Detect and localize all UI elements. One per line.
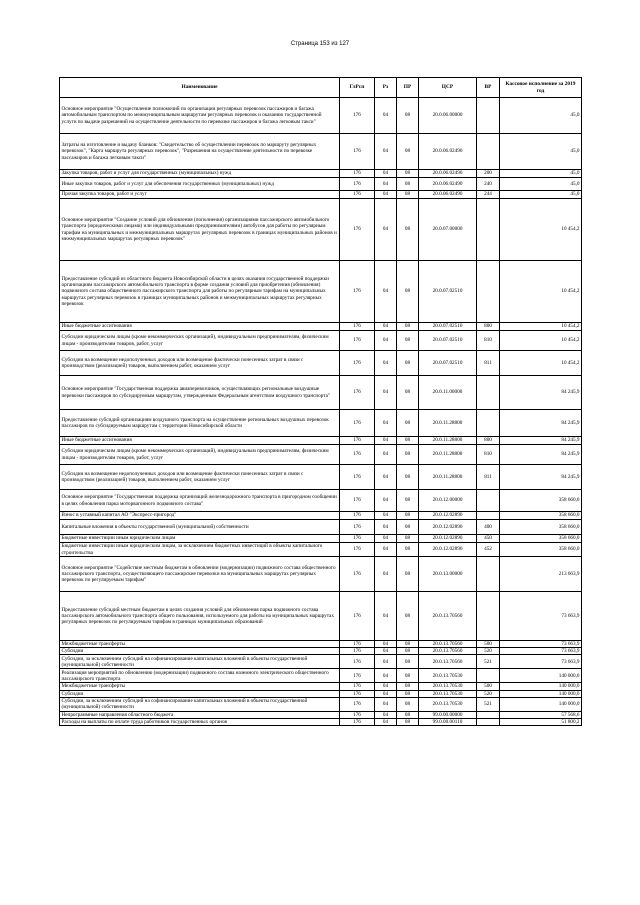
cell-grp: 176	[340, 331, 375, 351]
header-pr: ПР	[397, 78, 419, 98]
cell-csr: 20.0.06.02490	[419, 178, 477, 191]
cell-execution: 84 245,9	[500, 376, 582, 410]
cell-grp: 176	[340, 490, 375, 512]
header-grp: ГлРсп	[340, 78, 375, 98]
table-row	[60, 376, 582, 410]
cell-csr: 20.0.07.02510	[419, 323, 477, 331]
cell-pr: 08	[397, 520, 419, 535]
cell-grp: 176	[340, 323, 375, 331]
cell-rz: 04	[375, 520, 397, 535]
cell-pr: 08	[397, 683, 419, 690]
cell-pr: 08	[397, 592, 419, 641]
cell-pr: 08	[397, 261, 419, 323]
cell-csr: 20.0.07.02510	[419, 261, 477, 323]
cell-execution: 213 663,9	[500, 557, 582, 592]
table-row	[60, 331, 582, 351]
cell-name: Иные бюджетные ассигнования	[60, 437, 340, 445]
table-row	[60, 648, 582, 655]
table-row	[60, 592, 582, 641]
cell-grp: 176	[340, 520, 375, 535]
cell-pr: 08	[397, 697, 419, 711]
cell-execution: 84 245,9	[500, 465, 582, 490]
cell-vr: 500	[477, 683, 500, 690]
cell-vr: 520	[477, 690, 500, 697]
cell-execution: 45,0	[500, 170, 582, 178]
cell-execution: 73 663,9	[500, 592, 582, 641]
table-row	[60, 465, 582, 490]
cell-csr: 20.0.07.02510	[419, 331, 477, 351]
cell-name: Субсидии	[60, 690, 340, 697]
cell-name: Основное мероприятие "Осуществление полномочий по организации регулярных перевозок пассажиров и багажа автомобильным транспортом по межмуниципальным маршрутам регулярных перевозок и оказанию государственной услуги по выдаче разрешений на осуществление деятельности по перевозке пассажиров и багажа легковым такси"	[60, 98, 340, 134]
cell-csr: 99.0.00.00110	[419, 719, 477, 726]
cell-csr: 20.0.13.00000	[419, 557, 477, 592]
cell-name: Субсидии	[60, 648, 340, 655]
cell-execution: 140 000,0	[500, 669, 582, 683]
cell-execution: 73 663,9	[500, 648, 582, 655]
cell-name: Расходы на выплаты по оплате труда работников государственных органов	[60, 719, 340, 726]
cell-csr: 20.0.06.02490	[419, 191, 477, 199]
cell-csr: 20.0.11.28800	[419, 410, 477, 437]
cell-csr: 20.0.06.02490	[419, 134, 477, 170]
cell-rz: 04	[375, 535, 397, 543]
cell-pr: 08	[397, 490, 419, 512]
cell-name: Основное мероприятие "Создание условий для обновления (пополнения) организациями пассажирского автомобильного транспорта (юридическими лицами) или индивидуальными предпринимателями) автобусов для работы по регулярным тарифам на муниципальных и межмуниципальных маршрутах регулярных перевозок в границах муниципальных районов и межмуниципальных маршрутах регулярных перевозок"	[60, 199, 340, 261]
cell-pr: 08	[397, 641, 419, 648]
cell-name: Субсидии юридическим лицам (кроме некоммерческих организаций), индивидуальным предпринимателям, физическим лицам - производителям товаров, работ, услуг	[60, 445, 340, 465]
cell-csr: 20.0.13.70560	[419, 648, 477, 655]
cell-pr: 08	[397, 655, 419, 669]
table-row	[60, 535, 582, 543]
header-vr: ВР	[477, 78, 500, 98]
cell-csr: 20.0.11.28800	[419, 437, 477, 445]
table-row	[60, 199, 582, 261]
cell-pr: 08	[397, 178, 419, 191]
table-row	[60, 512, 582, 520]
cell-vr	[477, 98, 500, 134]
cell-rz: 04	[375, 98, 397, 134]
cell-name: Иные закупки товаров, работ и услуг для обеспечения государственных (муниципальных) нужд	[60, 178, 340, 191]
cell-execution: 358 660,0	[500, 490, 582, 512]
cell-vr	[477, 719, 500, 726]
cell-execution: 84 245,9	[500, 410, 582, 437]
cell-vr: 810	[477, 331, 500, 351]
table-row	[60, 697, 582, 711]
header-execution: Кассовое исполнение за 2019 год	[500, 78, 582, 98]
cell-rz: 04	[375, 445, 397, 465]
cell-rz: 04	[375, 134, 397, 170]
cell-vr: 240	[477, 178, 500, 191]
cell-rz: 04	[375, 711, 397, 718]
cell-execution: 10 454,2	[500, 323, 582, 331]
cell-csr: 20.0.13.70560	[419, 655, 477, 669]
cell-rz: 04	[375, 669, 397, 683]
cell-pr: 08	[397, 376, 419, 410]
cell-name: Бюджетные инвестиции иным юридическим лицам	[60, 535, 340, 543]
table-body	[60, 98, 582, 726]
table-row	[60, 178, 582, 191]
cell-rz: 04	[375, 690, 397, 697]
cell-vr	[477, 261, 500, 323]
cell-name: Основное мероприятие "Содействие местным бюджетам в обновлении (модернизации) подвижного состава общественного пассажирского транспорта, осуществляющего пассажирские перевозки на муниципальных маршрутах регулярных перевозок по регулируемым тарифам"	[60, 557, 340, 592]
cell-csr: 20.0.13.70530	[419, 697, 477, 711]
cell-name: Закупка товаров, работ и услуг для государственных (муниципальных) нужд	[60, 170, 340, 178]
cell-rz: 04	[375, 170, 397, 178]
cell-vr: 500	[477, 641, 500, 648]
cell-grp: 176	[340, 178, 375, 191]
cell-name: Предоставление субсидий организациям воздушного транспорта на осуществление региональных воздушных перевозок пассажиров по субсидируемым маршрутам с территории Новосибирской области	[60, 410, 340, 437]
table-row	[60, 655, 582, 669]
cell-execution: 73 663,9	[500, 655, 582, 669]
cell-name: Межбюджетные трансферты	[60, 641, 340, 648]
table-row	[60, 98, 582, 134]
cell-grp: 176	[340, 410, 375, 437]
cell-rz: 04	[375, 655, 397, 669]
cell-grp: 176	[340, 592, 375, 641]
cell-csr: 20.0.13.70530	[419, 683, 477, 690]
cell-grp: 176	[340, 199, 375, 261]
cell-vr	[477, 669, 500, 683]
cell-pr: 08	[397, 648, 419, 655]
cell-pr: 08	[397, 465, 419, 490]
cell-name: Основное мероприятие "Государственная поддержка авиаперевозчиков, осуществляющих региональные воздушные перевозки пассажиров по субсидируемым маршрутам, утвержденным Федеральным агентством воздушного транспорта"	[60, 376, 340, 410]
cell-execution: 73 663,9	[500, 641, 582, 648]
cell-execution: 140 000,0	[500, 697, 582, 711]
cell-csr: 20.0.12.02890	[419, 543, 477, 557]
cell-vr: 450	[477, 535, 500, 543]
cell-name: Субсидии на возмещение недополученных доходов или возмещение фактически понесенных затрат в связи с производством (реализацией) товаров, выполнением работ, оказанием услуг	[60, 351, 340, 376]
table-row	[60, 683, 582, 690]
cell-csr: 20.0.13.70560	[419, 641, 477, 648]
cell-name: Капитальные вложения в объекты государственной (муниципальной) собственности	[60, 520, 340, 535]
cell-execution: 10 454,2	[500, 331, 582, 351]
cell-vr	[477, 711, 500, 718]
cell-name: Предоставление субсидий из областного бюджета Новосибирской области в целях оказания государственной поддержки организациям пассажирского автомобильного транспорта в форме создания условий для приобретения (обновления) подвижного состава общественного пассажирского транспорта для работы по регулярным тарифам на муниципальных маршрутах регулярных перевозок в границах муниципальных районов и межмуниципальных маршрутах регулярных перевозок	[60, 261, 340, 323]
table-row	[60, 261, 582, 323]
cell-grp: 176	[340, 170, 375, 178]
table-row	[60, 557, 582, 592]
cell-grp: 176	[340, 719, 375, 726]
cell-vr	[477, 134, 500, 170]
cell-grp: 176	[340, 711, 375, 718]
cell-execution: 45,0	[500, 134, 582, 170]
cell-rz: 04	[375, 437, 397, 445]
cell-name: Основное мероприятие "Государственная поддержка организаций железнодорожного транспорта в пригородном сообщении в целях обновления парка моторвагонного подвижного состава"	[60, 490, 340, 512]
table-row	[60, 543, 582, 557]
cell-vr	[477, 512, 500, 520]
cell-name: Субсидии юридическим лицам (кроме некоммерческих организаций), индивидуальным предпринимателям, физическим лицам - производителям товаров, работ, услуг	[60, 331, 340, 351]
cell-pr: 08	[397, 191, 419, 199]
cell-rz: 04	[375, 648, 397, 655]
cell-pr: 08	[397, 170, 419, 178]
cell-grp: 176	[340, 655, 375, 669]
table-row	[60, 351, 582, 376]
cell-grp: 176	[340, 261, 375, 323]
cell-name: Предоставление субсидий местным бюджетам в целях создания условий для обновления парка подвижного состава пассажирского автомобильного транспорта общего пользования, используемого для работы на муниципальных маршрутах регулярных перевозок по регулируемым тарифам в границах муниципальных образований	[60, 592, 340, 641]
cell-pr: 08	[397, 669, 419, 683]
cell-pr: 08	[397, 535, 419, 543]
cell-grp: 176	[340, 465, 375, 490]
cell-vr	[477, 557, 500, 592]
budget-execution-table	[59, 77, 582, 726]
table-row	[60, 191, 582, 199]
cell-vr: 200	[477, 170, 500, 178]
cell-rz: 04	[375, 178, 397, 191]
cell-csr: 20.0.13.70560	[419, 592, 477, 641]
cell-csr: 99.0.00.00000	[419, 711, 477, 718]
cell-vr: 520	[477, 648, 500, 655]
cell-csr: 20.0.12.02890	[419, 520, 477, 535]
cell-pr: 08	[397, 199, 419, 261]
cell-vr	[477, 199, 500, 261]
cell-name: Реализация мероприятий по обновлению (модернизации) подвижного состава наземного электрического общественного пассажирского транспорта	[60, 669, 340, 683]
cell-grp: 176	[340, 437, 375, 445]
cell-rz: 04	[375, 410, 397, 437]
cell-pr: 08	[397, 719, 419, 726]
cell-grp: 176	[340, 376, 375, 410]
cell-vr	[477, 410, 500, 437]
cell-pr: 08	[397, 437, 419, 445]
table-row	[60, 445, 582, 465]
cell-rz: 04	[375, 592, 397, 641]
cell-vr: 452	[477, 543, 500, 557]
cell-name: Взнос в уставный капитал АО "Экспресс-пригород"	[60, 512, 340, 520]
cell-csr: 20.0.12.00000	[419, 490, 477, 512]
cell-csr: 20.0.07.02510	[419, 351, 477, 376]
cell-pr: 08	[397, 711, 419, 718]
cell-rz: 04	[375, 543, 397, 557]
cell-execution: 45,0	[500, 178, 582, 191]
cell-execution: 45,0	[500, 98, 582, 134]
cell-rz: 04	[375, 490, 397, 512]
cell-execution: 10 454,2	[500, 261, 582, 323]
cell-vr: 811	[477, 351, 500, 376]
cell-rz: 04	[375, 697, 397, 711]
cell-grp: 176	[340, 697, 375, 711]
cell-pr: 08	[397, 410, 419, 437]
table-row	[60, 641, 582, 648]
cell-grp: 176	[340, 512, 375, 520]
cell-grp: 176	[340, 641, 375, 648]
cell-pr: 08	[397, 690, 419, 697]
cell-execution: 358 660,0	[500, 543, 582, 557]
cell-vr: 800	[477, 323, 500, 331]
table-row	[60, 134, 582, 170]
cell-execution: 84 245,9	[500, 437, 582, 445]
cell-csr: 20.0.12.02890	[419, 535, 477, 543]
cell-execution: 57 568,6	[500, 711, 582, 718]
cell-vr: 811	[477, 465, 500, 490]
table-row	[60, 520, 582, 535]
cell-rz: 04	[375, 719, 397, 726]
cell-rz: 04	[375, 191, 397, 199]
cell-rz: 04	[375, 323, 397, 331]
cell-rz: 04	[375, 376, 397, 410]
cell-grp: 176	[340, 191, 375, 199]
cell-name: Бюджетные инвестиции иным юридическим лицам, за исключением бюджетных инвестиций в объекты капитального строительства	[60, 543, 340, 557]
cell-execution: 358 660,0	[500, 520, 582, 535]
cell-execution: 358 660,0	[500, 535, 582, 543]
cell-grp: 176	[340, 535, 375, 543]
cell-grp: 176	[340, 557, 375, 592]
cell-grp: 176	[340, 648, 375, 655]
cell-csr: 20.0.06.00000	[419, 98, 477, 134]
header-name: Наименование	[60, 78, 340, 98]
cell-vr: 521	[477, 655, 500, 669]
cell-name: Иные бюджетные ассигнования	[60, 323, 340, 331]
cell-grp: 176	[340, 683, 375, 690]
cell-vr: 244	[477, 191, 500, 199]
table-row	[60, 170, 582, 178]
cell-vr: 810	[477, 445, 500, 465]
cell-grp: 176	[340, 690, 375, 697]
cell-execution: 140 000,0	[500, 690, 582, 697]
cell-name: Межбюджетные трансферты	[60, 683, 340, 690]
cell-pr: 08	[397, 134, 419, 170]
cell-vr	[477, 490, 500, 512]
cell-csr: 20.0.13.70530	[419, 690, 477, 697]
cell-rz: 04	[375, 683, 397, 690]
cell-vr	[477, 592, 500, 641]
cell-execution: 84 245,9	[500, 445, 582, 465]
cell-grp: 176	[340, 669, 375, 683]
cell-grp: 176	[340, 445, 375, 465]
cell-name: Непрограммные направления областного бюджета	[60, 711, 340, 718]
cell-grp: 176	[340, 543, 375, 557]
cell-rz: 04	[375, 331, 397, 351]
header-csr: ЦСР	[419, 78, 477, 98]
cell-execution: 358 660,0	[500, 512, 582, 520]
cell-pr: 08	[397, 543, 419, 557]
table-header-row	[60, 78, 582, 98]
table-row	[60, 323, 582, 331]
cell-csr: 20.0.11.28800	[419, 445, 477, 465]
table-row	[60, 669, 582, 683]
cell-csr: 20.0.07.00000	[419, 199, 477, 261]
cell-execution: 45,0	[500, 191, 582, 199]
table-row	[60, 437, 582, 445]
table-row	[60, 719, 582, 726]
cell-grp: 176	[340, 98, 375, 134]
cell-rz: 04	[375, 557, 397, 592]
cell-csr: 20.0.06.02490	[419, 170, 477, 178]
cell-pr: 08	[397, 98, 419, 134]
cell-name: Прочая закупка товаров, работ и услуг	[60, 191, 340, 199]
cell-pr: 08	[397, 557, 419, 592]
cell-rz: 04	[375, 261, 397, 323]
cell-execution: 10 454,2	[500, 351, 582, 376]
cell-vr	[477, 376, 500, 410]
cell-vr: 800	[477, 437, 500, 445]
cell-name: Субсидии, за исключением субсидий на софинансирование капитальных вложений в объекты государственной (муниципальной) собственности	[60, 697, 340, 711]
table-row	[60, 410, 582, 437]
page-number-header: Страница 153 из 127	[290, 41, 350, 47]
cell-grp: 176	[340, 351, 375, 376]
cell-pr: 08	[397, 331, 419, 351]
cell-rz: 04	[375, 465, 397, 490]
cell-csr: 20.0.12.02890	[419, 512, 477, 520]
cell-execution: 51 800,2	[500, 719, 582, 726]
cell-pr: 08	[397, 351, 419, 376]
cell-rz: 04	[375, 351, 397, 376]
cell-name: Субсидии на возмещение недополученных доходов или возмещение фактически понесенных затрат в связи с производством (реализацией) товаров, выполнением работ, оказанием услуг	[60, 465, 340, 490]
cell-csr: 20.0.11.28800	[419, 465, 477, 490]
cell-name: Субсидии, за исключением субсидий на софинансирование капитальных вложений в объекты государственной (муниципальной) собственности	[60, 655, 340, 669]
table-row	[60, 690, 582, 697]
table-row	[60, 711, 582, 718]
cell-grp: 176	[340, 134, 375, 170]
cell-pr: 08	[397, 512, 419, 520]
cell-execution: 10 454,2	[500, 199, 582, 261]
header-rz: Рз	[375, 78, 397, 98]
cell-vr: 400	[477, 520, 500, 535]
table-row	[60, 490, 582, 512]
cell-pr: 08	[397, 323, 419, 331]
cell-name: Затраты на изготовление и выдачу бланков: "Свидетельство об осуществлении перевозок по маршруту регулярных перевозок", "Карта маршрута регулярных перевозок", "Разрешения на осуществление деятельности по перевозке пассажиров и багажа легковым такси"	[60, 134, 340, 170]
cell-execution: 140 000,0	[500, 683, 582, 690]
cell-csr: 20.0.13.70530	[419, 669, 477, 683]
cell-rz: 04	[375, 512, 397, 520]
cell-csr: 20.0.11.00000	[419, 376, 477, 410]
cell-vr: 521	[477, 697, 500, 711]
cell-pr: 08	[397, 445, 419, 465]
cell-rz: 04	[375, 641, 397, 648]
cell-rz: 04	[375, 199, 397, 261]
